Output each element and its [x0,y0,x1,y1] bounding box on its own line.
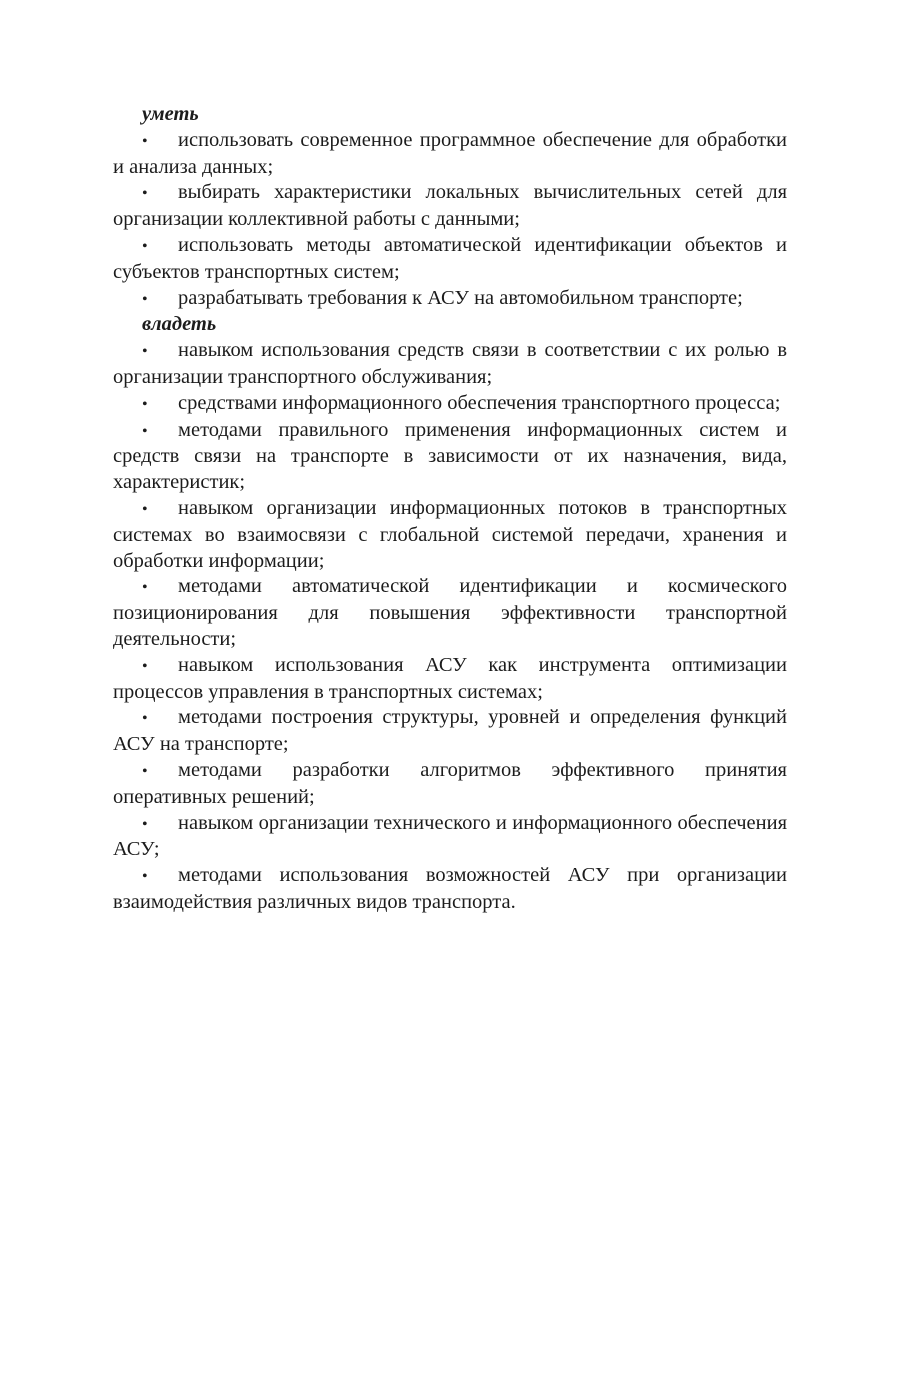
list-item [113,758,787,811]
bullet: • [142,132,148,150]
list-item [113,338,787,391]
document-page [113,102,787,916]
list-item [113,180,787,233]
bullet: • [142,395,148,413]
heading-umet: уметь [142,103,199,125]
bullet: • [142,762,148,780]
bullet: • [142,868,148,886]
list-item [113,128,787,181]
list-item-text: методами правильного применения информационных систем и средств связи на транспорте в зависимости от их назначения, вида, характеристик; [113,418,787,494]
list-item-text: навыком использования средств связи в соответствии с их ролью в организации транспортного обслуживания; [113,339,787,388]
list-item-text: навыком организации информационных потоков в транспортных системах во взаимосвязи с глобальной системой передачи, хранения и обработки информации; [113,496,787,572]
list-item [113,286,787,313]
bullet: • [142,290,148,308]
list-item [113,653,787,706]
bullet: • [142,657,148,675]
list-item [113,574,787,652]
list-item [113,391,787,418]
list-item-text: навыком использования АСУ как инструмента оптимизации процессов управления в транспортных системах; [113,653,787,703]
list-item-text: выбирать характеристики локальных вычислительных сетей для организации коллективной работы с данными; [113,181,787,231]
list-item [113,863,787,916]
list-item-text: использовать современное программное обеспечение для обработки и анализа данных; [113,128,787,178]
bullet: • [142,343,148,361]
bullet: • [142,237,148,255]
list-item [113,233,787,286]
list-item [113,496,787,574]
list-item-text: навыком организации технического и информационного обеспечения АСУ; [113,811,787,861]
list-item-text: методами разработки алгоритмов эффективного принятия оперативных решений; [113,758,787,808]
bullet: • [142,579,148,597]
bullet: • [142,815,148,833]
list-item-text: методами использования возможностей АСУ при организации взаимодействия различных видов транспорта. [113,864,787,913]
bullet: • [142,710,148,728]
list-item [113,418,787,496]
list-item-text: разрабатывать требования к АСУ на автомобильном транспорте; [178,286,743,309]
list-item-text: использовать методы автоматической идентификации объектов и субъектов транспортных систем; [113,233,787,283]
list-item-text: средствами информационного обеспечения транспортного процесса; [178,391,781,414]
bullet: • [142,185,148,203]
heading-vladet: владеть [142,313,217,336]
bullet: • [142,422,148,440]
list-item [113,705,787,758]
list-item-text: методами автоматической идентификации и космического позиционирования для повышения эффективности транспортной деятельности; [113,575,787,650]
list-item [113,811,787,864]
list-item-text: методами построения структуры, уровней и определения функций АСУ на транспорте; [113,706,787,756]
bullet: • [142,500,148,518]
